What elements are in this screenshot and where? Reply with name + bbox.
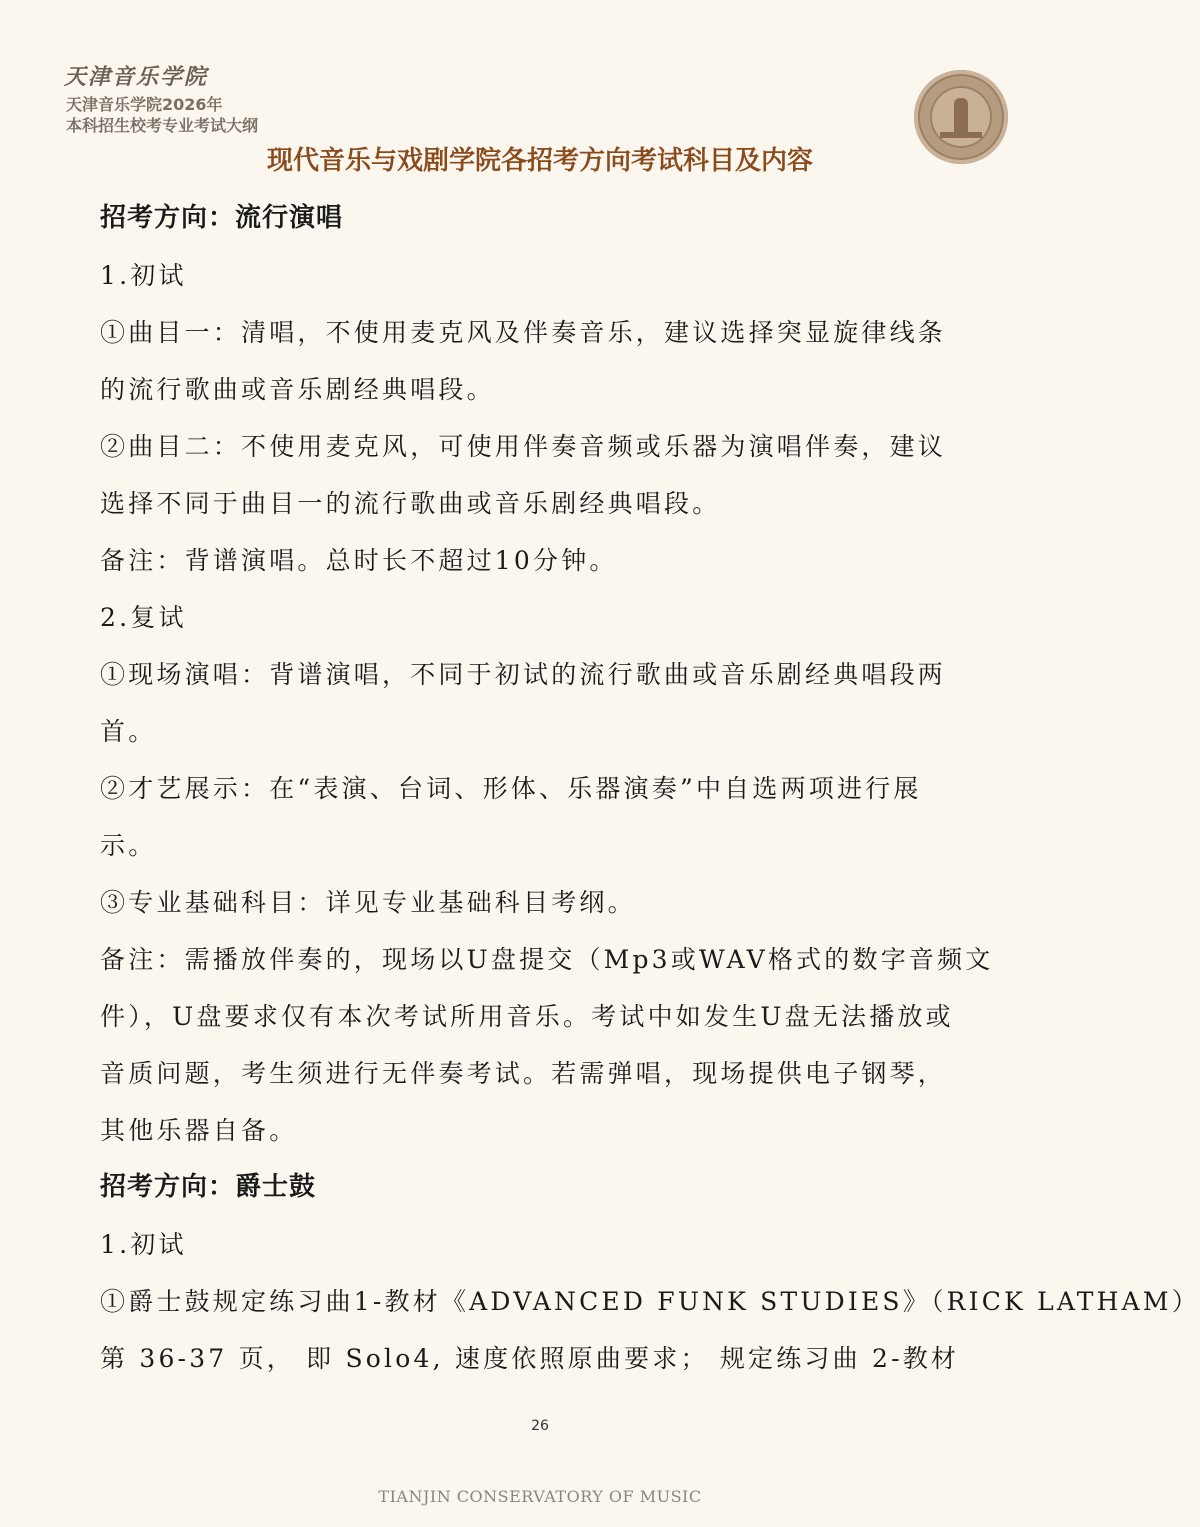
footer-text: TIANJIN CONSERVATORY OF MUSIC (378, 1487, 702, 1506)
text-line: ①爵士鼓规定练习曲1-教材《ADVANCED FUNK STUDIES》（RICK LATHAM） (100, 1287, 1200, 1316)
text-line: 1.初试 (100, 261, 187, 290)
page-number: 26 (531, 1418, 549, 1434)
text-line: ②曲目二：不使用麦克风，可使用伴奏音频或乐器为演唱伴奏，建议 (100, 432, 947, 461)
text-line: 2.复试 (100, 603, 187, 632)
document-title: 现代音乐与戏剧学院各招考方向考试科目及内容 (266, 146, 813, 176)
text-line: 首。 (100, 717, 157, 746)
text-line: 选择不同于曲目一的流行歌曲或音乐剧经典唱段。 (100, 489, 721, 518)
text-line: 件），U盘要求仅有本次考试所用音乐。考试中如发生U盘无法播放或 (100, 1002, 954, 1031)
header-subtitle-line: 本科招生校考专业考试大纲 (66, 116, 259, 135)
header-logo-calligraphy: 天津音乐学院 (64, 64, 209, 90)
text-line: 第 36-37 页， 即 Solo4, 速度依照原曲要求； 规定练习曲 2-教材 (100, 1344, 960, 1373)
section-heading: 招考方向：爵士鼓 (100, 1172, 317, 1202)
text-line: 备注：需播放伴奏的，现场以U盘提交（Mp3或WAV格式的数字音频文 (100, 945, 994, 974)
header-year-line: 天津音乐学院2026年 (66, 95, 223, 114)
text-line: ②才艺展示：在“表演、台词、形体、乐器演奏”中自选两项进行展 (100, 774, 922, 803)
text-line: 音质问题，考生须进行无伴奏考试。若需弹唱，现场提供电子钢琴， (100, 1059, 947, 1088)
text-line: 的流行歌曲或音乐剧经典唱段。 (100, 375, 495, 404)
text-line: ①曲目一：清唱，不使用麦克风及伴奏音乐，建议选择突显旋律线条 (100, 318, 947, 347)
text-line: 备注：背谱演唱。总时长不超过10分钟。 (100, 546, 618, 575)
text-line: ①现场演唱：背谱演唱，不同于初试的流行歌曲或音乐剧经典唱段两 (100, 660, 947, 689)
text-line: 1.初试 (100, 1230, 187, 1259)
text-line: 示。 (100, 831, 157, 860)
text-line: 其他乐器自备。 (100, 1116, 298, 1145)
text-line: ③专业基础科目：详见专业基础科目考纲。 (100, 888, 636, 917)
section-heading: 招考方向：流行演唱 (100, 203, 344, 233)
document-body (100, 190, 1200, 1387)
